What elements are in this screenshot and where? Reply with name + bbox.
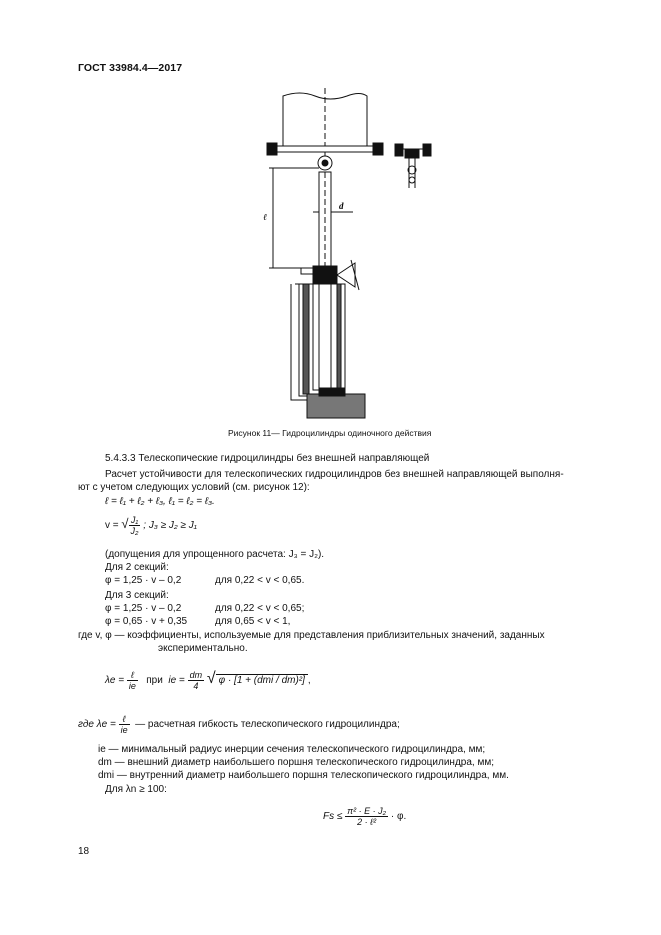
two-sections-cond: для 0,22 < v < 0,65. [215,575,305,586]
lambda-condition: Для λn ≥ 100: [105,784,167,795]
figure-hydraulic-cylinder [255,88,435,420]
fs-fraction [345,806,388,827]
definition-dmi: dmi — внутренний диаметр наибольшего поршня телескопического гидроцилиндра, мм. [98,770,509,781]
assumption-text: (допущения для упрощенного расчета: J₃ = J₂). [105,549,325,560]
three-sections-eq1: φ = 1,25 · v – 0,2 [105,603,182,614]
numerator: ℓ [127,670,138,681]
eq-v-fraction [129,515,141,536]
where2-text: — расчетная гибкость телескопического гидроцилиндра; [135,719,400,730]
ie-fraction [188,670,205,691]
numerator: dm [189,669,203,680]
two-sections-label: Для 2 секций: [105,562,169,573]
figure-caption: Рисунок 11— Гидроцилиндры одиночного действия [228,428,432,438]
fs-lhs: Fs ≤ [323,811,343,822]
paragraph-line: Расчет устойчивости для телескопических гидроцилиндров без внешней направляющей выполня- [105,469,564,480]
sqrt-sign: √ [121,516,129,531]
numerator: π² · E · J₂ [347,805,387,816]
where-lambda [78,712,400,738]
where2-prefix: где λe = [78,719,116,730]
section-heading: 5.4.3.3 Телескопические гидроцилиндры без внешней направляющей [105,453,430,464]
denominator: J₂ [130,525,139,536]
ie-lhs: ie = [168,675,185,686]
denominator: 4 [193,680,199,691]
ie-root: φ · [1 + (dmi / dm)²] [216,674,308,686]
document-code: ГОСТ 33984.4—2017 [78,62,183,74]
where-coefficients-cont: экспериментально. [158,643,248,654]
fs-rhs: · φ. [390,811,407,822]
equation-lambda: λe = $\frac{\text{ℓ}}{ie}$ при ie = $\frac{dm}{4}$ √ φ · [1 + (dmi / dm)²] , [105,669,311,691]
sqrt-sign: √ [206,670,216,687]
lambda-lhs: λe = [105,675,125,686]
denominator: ie [120,724,128,735]
equation-length: ℓ = ℓ₁ + ℓ₂ + ℓ₃, ℓ₁ = ℓ₂ = ℓ₃. [105,496,215,507]
three-sections-cond2: для 0,65 < v < 1, [215,616,291,627]
definition-dm: dm — внешний диаметр наибольшего поршня телескопического гидроцилиндра, мм; [98,757,494,768]
three-sections-cond1: для 0,22 < v < 0,65; [215,603,305,614]
lambda-at: при [146,675,163,686]
equation-v [105,512,197,538]
lambda-fraction [127,670,138,691]
denominator: ie [128,680,136,691]
numerator: ℓ [119,714,130,725]
three-sections-label: Для 3 секций: [105,590,169,601]
where2-fraction [119,714,130,735]
equation-fs [323,802,406,832]
three-sections-eq2: φ = 0,65 · v + 0,35 [105,616,188,627]
eq-v-lhs: v = [105,520,119,531]
dim-d-label: d [339,201,344,211]
definition-ie: ie — минимальный радиус инерции сечения телескопического гидроцилиндра, мм; [98,744,486,755]
where-coefficients: где v, φ — коэффициенты, используемые для представления приблизительных значений, заданных [78,630,545,641]
dim-l-label: ℓ [263,212,267,222]
two-sections-eq: φ = 1,25 · v – 0,2 [105,575,182,586]
paragraph-line: ют с учетом следующих условий (см. рисунок 12): [78,482,310,493]
eq-v-rhs: ; J₃ ≥ J₂ ≥ J₁ [143,520,197,531]
denominator: 2 · ℓ² [357,816,377,827]
numerator: J₁ [129,515,141,526]
page-number: 18 [78,846,90,857]
